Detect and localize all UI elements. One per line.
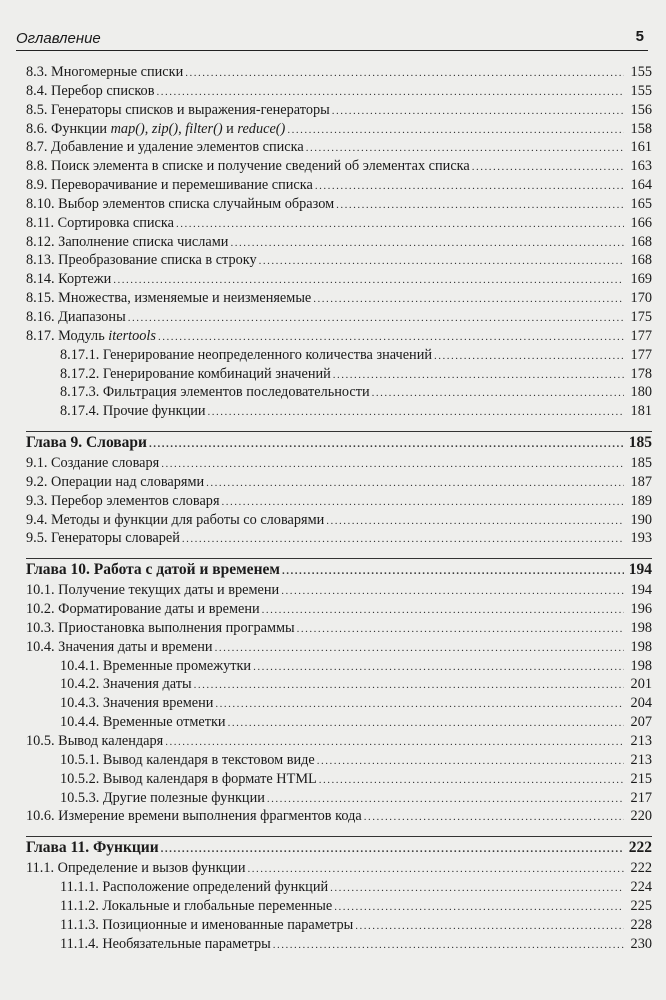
- page-number: 5: [635, 28, 644, 45]
- toc-chapter: Глава 10. Работа с датой и временем ..... 194: [26, 558, 652, 581]
- toc-subentry: 10.5.2. Вывод календаря в формате HTML ..... 215: [26, 770, 652, 789]
- toc-subentry: 8.17.2. Генерирование комбинаций значений ..... 178: [26, 365, 652, 384]
- toc-entry: 8.16. Диапазоны ..... 175: [26, 308, 652, 327]
- toc-entry: 9.3. Перебор элементов словаря ..... 189: [26, 492, 652, 511]
- toc-subentry: 8.17.3. Фильтрация элементов последовательности ..... 180: [26, 383, 652, 402]
- toc-entry: 8.9. Переворачивание и перемешивание списка ..... 164: [26, 176, 652, 195]
- toc-entry: 8.11. Сортировка списка ..... 166: [26, 214, 652, 233]
- toc-entry: 10.5. Вывод календаря ..... 213: [26, 732, 652, 751]
- toc-entry: 10.3. Приостановка выполнения программы ..... 198: [26, 619, 652, 638]
- table-of-contents: [26, 63, 652, 953]
- toc-entry: 10.1. Получение текущих даты и времени ..... 194: [26, 581, 652, 600]
- toc-subentry: 10.4.2. Значения даты ..... 201: [26, 675, 652, 694]
- toc-subentry: 10.5.3. Другие полезные функции ..... 217: [26, 789, 652, 808]
- toc-subentry: 11.1.3. Позиционные и именованные параметры ..... 228: [26, 916, 652, 935]
- toc-entry: 9.2. Операции над словарями ..... 187: [26, 473, 652, 492]
- toc-subentry: 10.4.1. Временные промежутки ..... 198: [26, 657, 652, 676]
- toc-entry: 8.7. Добавление и удаление элементов списка ..... 161: [26, 138, 652, 157]
- page-header: [16, 28, 648, 51]
- toc-subentry: 10.4.4. Временные отметки ..... 207: [26, 713, 652, 732]
- toc-subentry: 10.4.3. Значения времени ..... 204: [26, 694, 652, 713]
- toc-entry: 8.6. Функции map(), zip(), filter() и reduce() ..... 158: [26, 120, 652, 139]
- toc-entry: 11.1. Определение и вызов функции ..... 222: [26, 859, 652, 878]
- toc-subentry: 8.17.1. Генерирование неопределенного количества значений ..... 177: [26, 346, 652, 365]
- toc-subentry: 11.1.2. Локальные и глобальные переменные ..... 225: [26, 897, 652, 916]
- toc-entry: 9.4. Методы и функции для работы со словарями ..... 190: [26, 511, 652, 530]
- toc-entry: 10.2. Форматирование даты и времени ..... 196: [26, 600, 652, 619]
- toc-entry: 10.4. Значения даты и времени ..... 198: [26, 638, 652, 657]
- toc-subentry: 10.5.1. Вывод календаря в текстовом виде ..... 213: [26, 751, 652, 770]
- toc-entry: 8.5. Генераторы списков и выражения-генераторы ..... 156: [26, 101, 652, 120]
- toc-chapter: Глава 11. Функции ..... 222: [26, 836, 652, 859]
- toc-entry: 9.5. Генераторы словарей ..... 193: [26, 529, 652, 548]
- toc-entry: 8.12. Заполнение списка числами ..... 168: [26, 233, 652, 252]
- toc-entry: 10.6. Измерение времени выполнения фрагментов кода ..... 220: [26, 807, 652, 826]
- toc-chapter: Глава 9. Словари ..... 185: [26, 431, 652, 454]
- toc-subentry: 11.1.1. Расположение определений функций ..... 224: [26, 878, 652, 897]
- running-title: Оглавление: [16, 30, 101, 47]
- toc-entry: 8.8. Поиск элемента в списке и получение сведений об элементах списка ..... 163: [26, 157, 652, 176]
- toc-entry: 8.10. Выбор элементов списка случайным образом ..... 165: [26, 195, 652, 214]
- toc-entry: 8.3. Многомерные списки ..... 155: [26, 63, 652, 82]
- toc-entry: 8.13. Преобразование списка в строку ..... 168: [26, 251, 652, 270]
- toc-entry: 8.15. Множества, изменяемые и неизменяемые ..... 170: [26, 289, 652, 308]
- toc-entry: 8.17. Модуль itertools ..... 177: [26, 327, 652, 346]
- toc-entry: 9.1. Создание словаря ..... 185: [26, 454, 652, 473]
- toc-entry: 8.14. Кортежи ..... 169: [26, 270, 652, 289]
- toc-subentry: 8.17.4. Прочие функции ..... 181: [26, 402, 652, 421]
- toc-entry: 8.4. Перебор списков ..... 155: [26, 82, 652, 101]
- toc-subentry: 11.1.4. Необязательные параметры ..... 230: [26, 935, 652, 954]
